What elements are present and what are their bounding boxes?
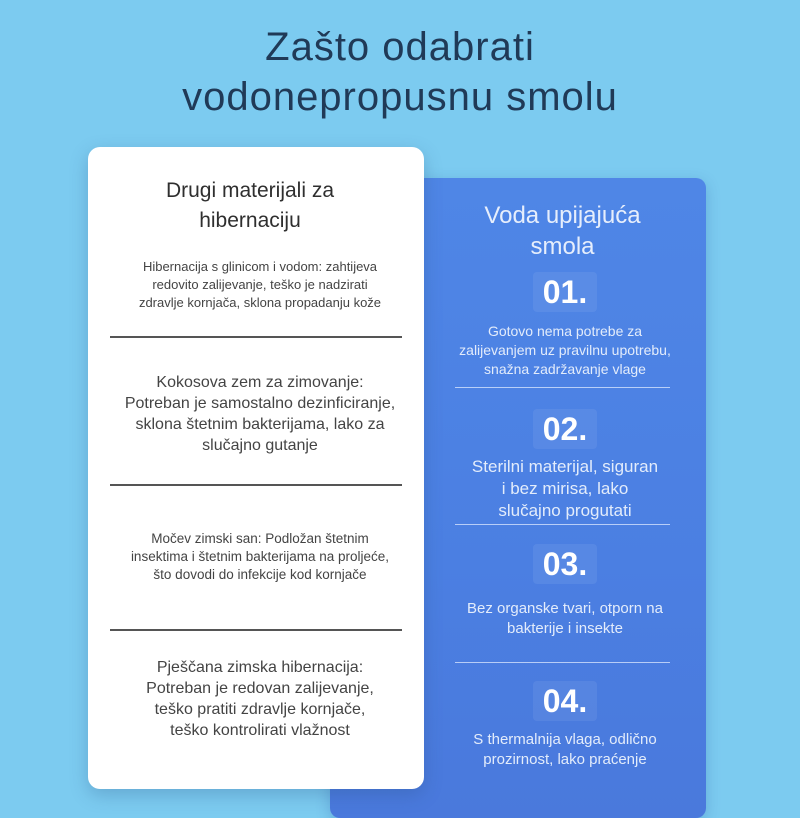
material-text-line: Kokosova zem za zimovanje:	[156, 374, 364, 391]
benefit-number: 01.	[533, 272, 597, 312]
divider	[110, 484, 402, 486]
divider	[455, 524, 670, 525]
other-heading-line-2: hibernaciju	[199, 209, 301, 232]
other-heading-line-1: Drugi materijali za	[165, 179, 335, 202]
page-title	[0, 22, 800, 122]
material-text-line: redovito zalijevanje, teško je nadzirati	[152, 277, 368, 292]
benefit-number: 04.	[533, 681, 597, 721]
other-material-2	[100, 372, 420, 456]
page-title-line-2: vodonepropusnu smolu	[182, 75, 618, 119]
benefit-text-line: i bez mirisa, lako	[501, 479, 629, 498]
material-text-line: teško pratiti zdravlje kornjače,	[154, 701, 366, 718]
benefit-text-line: prozirnost, lako praćenje	[483, 751, 647, 768]
benefit-text-line: snažna zadržavanje vlage	[484, 361, 646, 377]
material-text-line: Močev zimski san: Podložan štetnim	[151, 531, 369, 546]
other-material-4	[100, 657, 420, 741]
benefit-text	[420, 730, 710, 770]
divider	[455, 387, 670, 388]
benefit-text	[420, 322, 710, 379]
resin-heading-line-1: Voda upijajuća	[484, 202, 641, 229]
resin-panel-heading	[420, 200, 705, 262]
resin-benefit-4	[420, 681, 710, 770]
benefit-text-line: Sterilni materijal, siguran	[471, 457, 659, 476]
resin-benefit-3	[420, 544, 710, 639]
benefit-text	[420, 599, 710, 639]
material-text-line: slučajno gutanje	[202, 437, 318, 454]
material-text-line: sklona štetnim bakterijama, lako za	[135, 416, 385, 433]
resin-heading-line-2: smola	[530, 233, 595, 260]
resin-benefit-2	[420, 409, 710, 522]
divider	[110, 629, 402, 631]
resin-benefit-1	[420, 272, 710, 379]
other-materials-heading	[100, 176, 400, 236]
material-text-line: zdravlje kornjača, sklona propadanju kože	[138, 295, 382, 310]
other-material-3	[100, 530, 420, 584]
divider	[455, 662, 670, 663]
material-text-line: teško kontrolirati vlažnost	[170, 722, 350, 739]
material-text-line: Potreban je samostalno dezinficiranje,	[124, 395, 396, 412]
benefit-text-line: bakterije i insekte	[507, 620, 623, 637]
other-material-1	[100, 258, 420, 312]
benefit-text	[420, 456, 710, 522]
material-text-line: što dovodi do infekcije kod kornjače	[153, 567, 367, 582]
benefit-text-line: slučajno progutati	[498, 501, 632, 520]
material-text-line: insektima i štetnim bakterijama na proljeće,	[130, 549, 390, 564]
material-text-line: Pješčana zimska hibernacija:	[156, 659, 364, 676]
material-text-line: Hibernacija s glinicom i vodom: zahtijeva	[142, 259, 378, 274]
benefit-text-line: S thermalnija vlaga, odlično	[473, 731, 657, 748]
benefit-number: 02.	[533, 409, 597, 449]
benefit-text-line: Bez organske tvari, otporn na	[467, 600, 663, 617]
benefit-number: 03.	[533, 544, 597, 584]
material-text-line: Potreban je redovan zalijevanje,	[146, 680, 374, 697]
benefit-text-line: zalijevanjem uz pravilnu upotrebu,	[459, 342, 671, 358]
benefit-text-line: Gotovo nema potrebe za	[487, 323, 643, 339]
page-title-line-1: Zašto odabrati	[265, 25, 535, 69]
divider	[110, 336, 402, 338]
